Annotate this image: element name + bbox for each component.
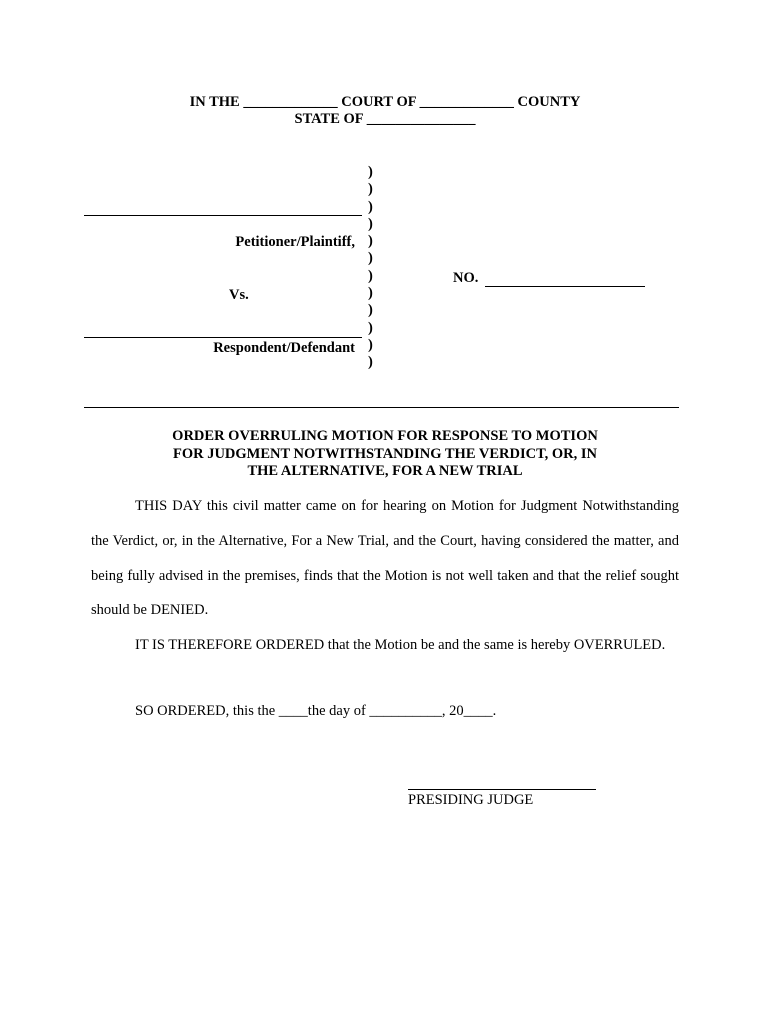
paren: ) — [368, 285, 373, 302]
paren: ) — [368, 354, 373, 371]
paren: ) — [368, 233, 373, 250]
defendant-name-line[interactable] — [84, 337, 362, 338]
paren: ) — [368, 181, 373, 198]
paren: ) — [368, 198, 373, 215]
order-paragraph-findings: THIS DAY this civil matter came on for hearing on Motion for Judgment Notwithstanding the Verdict, or, in the Alternative, For a New Trial, and the Court, having considered the matter, and being fully advised in the premises, finds that the Motion is not well taken and that the relief sought should be DENIED. — [91, 498, 679, 619]
plaintiff-name-line[interactable] — [84, 215, 362, 216]
caption-paren-column — [368, 164, 382, 372]
paren: ) — [368, 267, 373, 284]
caption-divider — [84, 407, 679, 408]
order-title — [100, 428, 670, 481]
paren: ) — [368, 164, 373, 180]
paren: ) — [368, 336, 373, 353]
paren: ) — [368, 319, 373, 336]
case-number-label: NO. — [453, 270, 479, 286]
order-title-line-3: THE ALTERNATIVE, FOR A NEW TRIAL — [247, 463, 523, 479]
order-paragraph-date: SO ORDERED, this the ____the day of __________, 20____. — [135, 703, 497, 719]
judge-signature-line[interactable] — [408, 789, 596, 790]
presiding-judge-label: PRESIDING JUDGE — [408, 792, 534, 808]
state-caption-line: STATE OF _______________ — [294, 111, 476, 127]
paren: ) — [368, 215, 373, 232]
vs-label: Vs. — [229, 287, 249, 303]
paren: ) — [368, 302, 373, 319]
court-caption-line: IN THE _____________ COURT OF _____________ COUNTY — [189, 94, 581, 110]
paren: ) — [368, 250, 373, 267]
order-title-line-2: FOR JUDGMENT NOTWITHSTANDING THE VERDICT, OR, IN — [172, 445, 598, 462]
petitioner-label: Petitioner/Plaintiff, — [235, 234, 355, 250]
case-number-line[interactable] — [485, 286, 645, 287]
respondent-label: Respondent/Defendant — [213, 340, 355, 356]
order-title-line-1: ORDER OVERRULING MOTION FOR RESPONSE TO MOTION — [172, 428, 598, 444]
order-paragraph-ordered: IT IS THEREFORE ORDERED that the Motion be and the same is hereby OVERRULED. — [135, 637, 666, 653]
